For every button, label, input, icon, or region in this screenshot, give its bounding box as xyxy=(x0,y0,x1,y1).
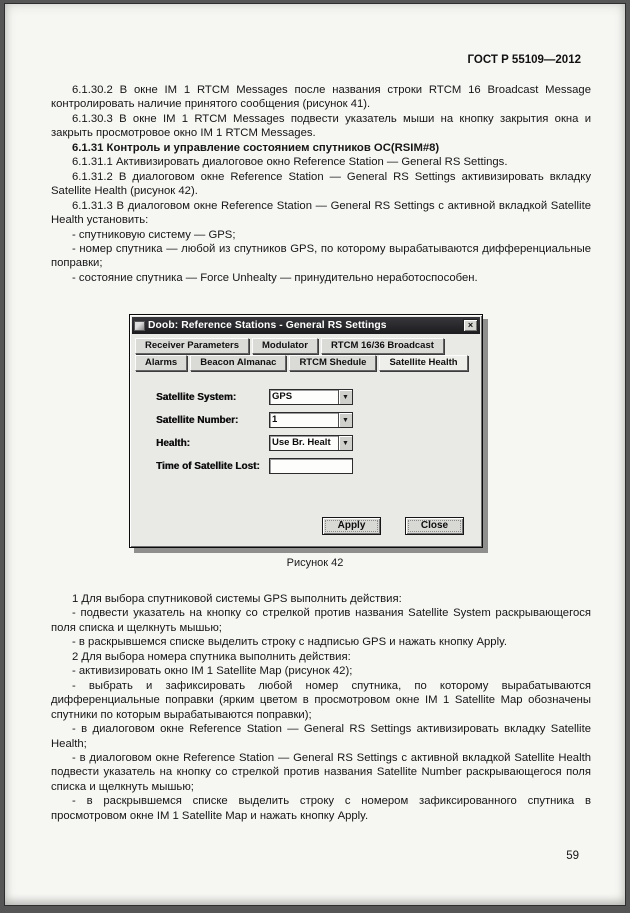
close-button[interactable]: Close xyxy=(405,517,464,535)
note-item: - подвести указатель на кнопку со стрелкой против названия Satellite System раскрывающегося поля списка и щелкнуть мышью; xyxy=(51,607,591,634)
health-value: Use Br. Healt xyxy=(272,437,331,448)
tab-receiver-parameters[interactable]: Receiver Parameters xyxy=(135,338,249,354)
reference-stations-dialog xyxy=(129,314,483,548)
tab-alarms[interactable]: Alarms xyxy=(135,355,187,371)
bottom-text-block xyxy=(51,592,591,823)
field-row-satellite-system xyxy=(156,389,480,405)
note-item: - в диалоговом окне Reference Station — General RS Settings активизировать вкладку Satellite Health; xyxy=(51,723,591,750)
time-of-satellite-lost-input[interactable] xyxy=(269,458,353,474)
chevron-down-icon[interactable]: ▼ xyxy=(338,413,352,427)
note-item: - в диалоговом окне Reference Station — General RS Settings с активной вкладкой Satellite Health подвести указатель на кнопку со стрелкой против названия Satellite Number раскрывающегося поля списка и щелкнуть мышью; xyxy=(51,751,591,793)
dialog-title: Doob: Reference Stations - General RS Settings xyxy=(148,320,387,331)
dialog-button-row xyxy=(132,481,480,545)
close-icon[interactable]: × xyxy=(463,319,478,332)
section-heading-6-1-31: 6.1.31 Контроль и управление состоянием спутников ОС(RSIM#8) xyxy=(72,141,440,154)
doc-header: ГОСТ Р 55109—2012 xyxy=(467,54,581,66)
field-row-health xyxy=(156,435,480,451)
tab-modulator[interactable]: Modulator xyxy=(252,338,318,354)
chevron-down-icon[interactable]: ▼ xyxy=(338,436,352,450)
satellite-system-value: GPS xyxy=(272,391,293,402)
satellite-number-combobox[interactable] xyxy=(269,412,353,428)
list-item: - номер спутника — любой из спутников GPS, по которому вырабатываются дифференциальные поправки; xyxy=(51,242,591,270)
field-row-satellite-number xyxy=(156,412,480,428)
page-number: 59 xyxy=(566,850,579,862)
note-item: - в раскрывшемся списке выделить строку с номером зафиксированного спутника в просмотровом окне IM 1 Satellite Map и нажать кнопку Apply. xyxy=(51,795,591,822)
dialog-titlebar[interactable] xyxy=(132,317,480,334)
top-text-block xyxy=(51,83,591,285)
satellite-health-panel xyxy=(132,372,480,474)
chevron-down-icon[interactable]: ▼ xyxy=(338,390,352,404)
tab-row-2 xyxy=(135,355,477,371)
field-row-time-of-satellite-lost xyxy=(156,458,480,474)
paragraph: 6.1.30.2 В окне IM 1 RTCM Messages после названия строки RTCM 16 Broadcast Message контролировать наличие принятого сообщения (рисунок 41). xyxy=(51,84,591,111)
time-of-satellite-lost-label: Time of Satellite Lost: xyxy=(156,460,260,472)
figure-42-screenshot xyxy=(129,314,495,548)
tab-rtcm-16-36-broadcast[interactable]: RTCM 16/36 Broadcast xyxy=(321,338,444,354)
satellite-system-label: Satellite System: xyxy=(156,391,237,403)
tab-row-1 xyxy=(135,338,477,354)
apply-button[interactable]: Apply xyxy=(322,517,381,535)
note-item: - активизировать окно IM 1 Satellite Map (рисунок 42); xyxy=(72,665,353,678)
note-item: 2 Для выбора номера спутника выполнить действия: xyxy=(72,650,351,663)
document-page xyxy=(4,3,626,906)
note-item: 1 Для выбора спутниковой системы GPS выполнить действия: xyxy=(72,593,402,605)
paragraph: 6.1.31.2 В диалоговом окне Reference Station — General RS Settings активизировать вкладку Satellite Health (рисунок 42). xyxy=(51,170,591,198)
paragraph: 6.1.30.3 В окне IM 1 RTCM Messages подвести указатель мыши на кнопку закрытия окна и закрыть просмотровое окно IM 1 RTCM Messages. xyxy=(51,112,591,140)
paragraph: 6.1.31.3 В диалоговом окне Reference Station — General RS Settings с активной вкладкой Satellite Health установить: xyxy=(51,199,591,227)
list-item: - состояние спутника — Force Unhealty — принудительно неработоспособен. xyxy=(72,271,478,284)
list-item: - спутниковую систему — GPS; xyxy=(72,228,236,241)
tab-beacon-almanac[interactable]: Beacon Almanac xyxy=(190,355,286,371)
tab-satellite-health[interactable]: Satellite Health xyxy=(379,355,467,371)
satellite-system-combobox[interactable] xyxy=(269,389,353,405)
note-item: - в раскрывшемся списке выделить строку с надписью GPS и нажать кнопку Apply. xyxy=(72,636,508,649)
health-label: Health: xyxy=(156,437,190,449)
window-icon xyxy=(134,321,145,331)
figure-caption: Рисунок 42 xyxy=(286,557,344,569)
tab-strip xyxy=(132,334,480,371)
satellite-number-value: 1 xyxy=(272,414,278,425)
note-item: - выбрать и зафиксировать любой номер спутника, по которому вырабатываются дифференциальные поправки (ярким цветом в просмотровом окне IM 1 Satellite Map обозначены спутники по которым вырабатываются поправки); xyxy=(51,679,591,721)
paragraph: 6.1.31.1 Активизировать диалоговое окно Reference Station — General RS Settings. xyxy=(72,156,508,169)
health-combobox[interactable] xyxy=(269,435,353,451)
satellite-number-label: Satellite Number: xyxy=(156,414,239,426)
tab-rtcm-shedule[interactable]: RTCM Shedule xyxy=(289,355,376,371)
